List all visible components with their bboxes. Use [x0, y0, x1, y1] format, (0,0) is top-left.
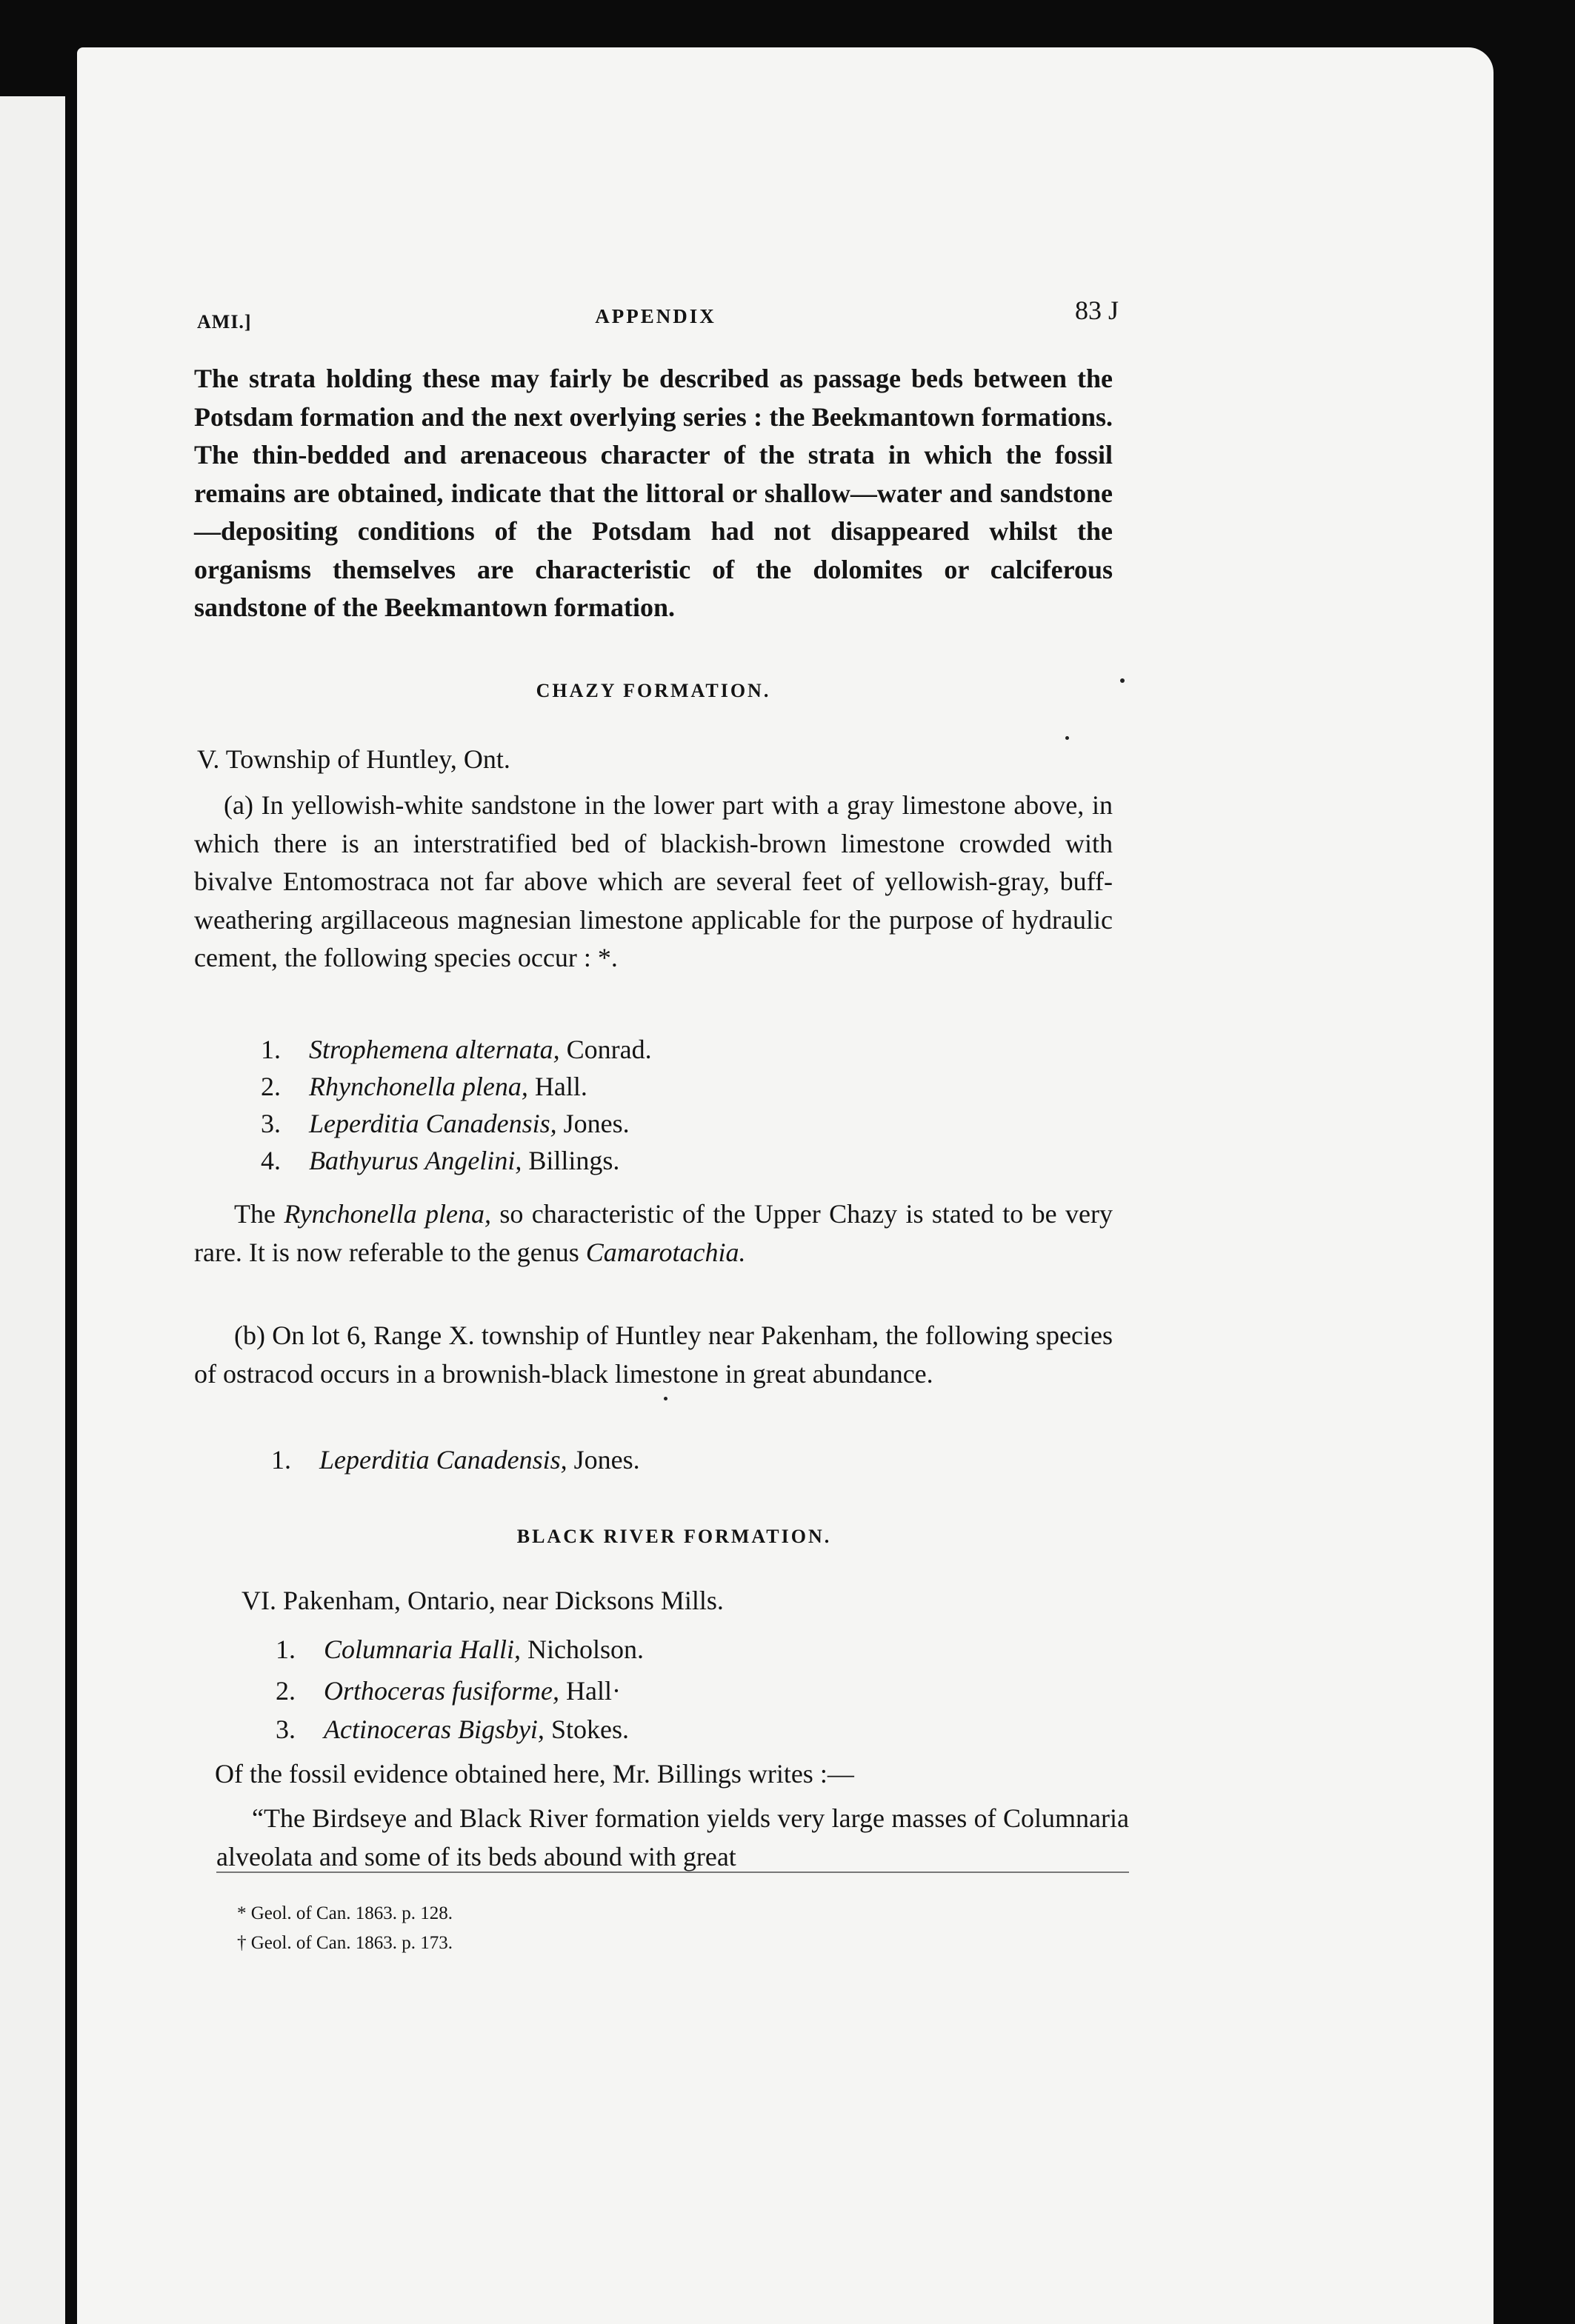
- species-item: 4. Bathyurus Angelini, Billings.: [261, 1146, 620, 1175]
- section-number: V.: [197, 744, 220, 774]
- page-header: [193, 295, 1119, 339]
- running-head-left: AMI.]: [197, 311, 252, 333]
- species-item: 1. Leperditia Canadensis, Jones.: [271, 1445, 640, 1475]
- species-item: 2. Orthoceras fusiforme, Hall·: [276, 1676, 621, 1706]
- section-title: Township of Huntley, Ont.: [225, 744, 510, 774]
- species-item: 1. Columnaria Halli, Nicholson.: [276, 1635, 645, 1664]
- section-vi-title: [242, 1585, 724, 1616]
- running-head-title: APPENDIX: [595, 305, 716, 327]
- paragraph-a: (a) In yellowish-white sandstone in the lower part with a gray limestone above, in which there is an interstratified bed of blackish-brown limestone crowded with bivalve Entomostraca not far above which are several feet of yellowish-gray, buff-weathering argillaceous magnesian limestone applicable for the purpose of hydraulic cement, the following species occur : *.: [194, 790, 1113, 972]
- evidence-line: Of the fossil evidence obtained here, Mr. Billings writes :—: [215, 1759, 854, 1789]
- species-item: 3. Leperditia Canadensis, Jones.: [261, 1109, 630, 1138]
- plena-note: The Rynchonella plena, so characteristic of the Upper Chazy is stated to be very rare. It is now referable to the genus Camarotachia.: [194, 1199, 1113, 1267]
- species-item: 2. Rhynchonella plena, Hall.: [261, 1072, 587, 1101]
- ink-speck: [1065, 736, 1069, 740]
- species-item: 1. Strophemena alternata, Conrad.: [261, 1035, 652, 1064]
- footnote: † Geol. of Can. 1863. p. 173.: [237, 1933, 453, 1953]
- billings-quote: “The Birdseye and Black River formation yields very large masses of Columnaria alveolata and some of its beds abound with great: [216, 1803, 1129, 1871]
- section-v-title: [197, 744, 510, 775]
- black-river-heading: BLACK RIVER FORMATION.: [516, 1526, 832, 1547]
- chazy-heading: CHAZY FORMATION.: [536, 680, 771, 701]
- section-title: Pakenham, Ontario, near Dicksons Mills.: [283, 1586, 724, 1615]
- footnote: * Geol. of Can. 1863. p. 128.: [237, 1903, 453, 1923]
- footnote-rule: [216, 1871, 1129, 1873]
- species-item: 3. Actinoceras Bigsbyi, Stokes.: [276, 1714, 629, 1744]
- page-number: 83 J: [1074, 295, 1119, 325]
- section-number: VI.: [242, 1586, 276, 1615]
- paragraph-b: (b) On lot 6, Range X. township of Huntley near Pakenham, the following species of ostracod occurs in a brownish-black limestone in great abundance.: [194, 1320, 1113, 1389]
- ink-speck: [1120, 678, 1125, 683]
- adjacent-page-edge: [0, 96, 65, 2324]
- intro-paragraph: The strata holding these may fairly be described as passage beds between the Potsdam formation and the next overlying series : the Beekmantown formations. The thin-bedded and arenaceous character of the strata in which the fossil remains are obtained, indicate that the littoral or shallow—water and sandstone—depositing conditions of the Potsdam had not disappeared whilst the organisms themselves are characteristic of the dolomites or calciferous sandstone of the Beekmantown formation.: [194, 364, 1113, 622]
- ink-speck: [664, 1397, 667, 1400]
